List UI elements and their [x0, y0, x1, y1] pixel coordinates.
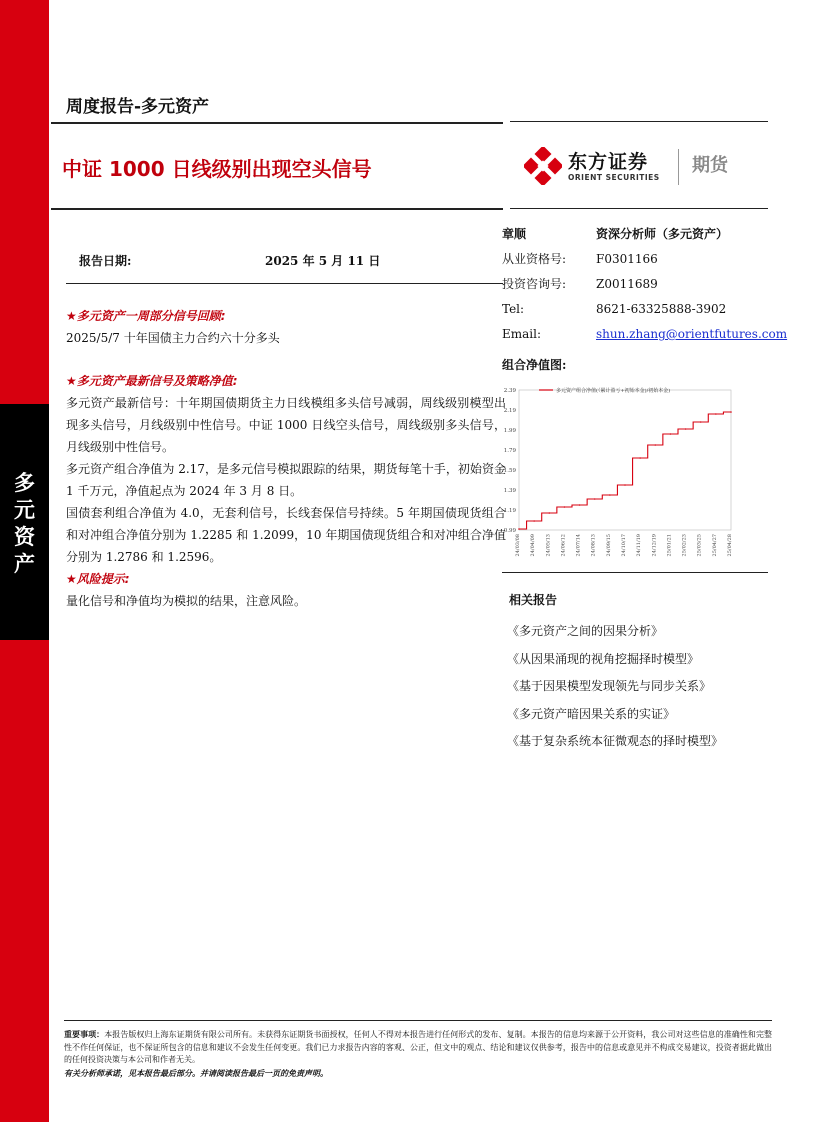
title-rule-right	[510, 208, 768, 209]
analyst-invest-row: 投资咨询号: Z0011689	[502, 272, 782, 297]
latest-signal-p2: 多元资产组合净值为 2.17，是多元信号模拟跟踪的结果，期货每笔十手，初始资金 1 千万元，净值起点为 2024 年 3 月 8 日。	[66, 462, 506, 498]
related-report-link[interactable]: 《基于复杂系统本征微观态的择时模型》	[507, 734, 724, 748]
x-tick-label: 25/04/27	[711, 534, 718, 557]
related-report-link[interactable]: 《多元资产之间的因果分析》	[507, 624, 664, 638]
footer-rule	[64, 1020, 772, 1021]
plot-frame	[519, 390, 731, 530]
nav-data-point	[624, 484, 626, 486]
logo-mark-icon	[524, 147, 562, 185]
related-report-link[interactable]: 《基于因果模型发现领先与同步关系》	[507, 679, 712, 693]
y-tick-label: 1.39	[503, 488, 516, 494]
related-report-link[interactable]: 《从因果涌现的视角挖掘择时模型》	[507, 651, 700, 666]
y-tick-label: 1.79	[503, 448, 516, 454]
disclaimer-text: 本报告版权归上海东证期货有限公司所有。未获得东证期货书面授权，任何人不得对本报告进行任何形式的发布、复制。本报告的信息均来源于公开资料，我公司对这些信息的准确性和完整性不作任何保证，也不保证所包含的信息和建议不会发生任何变更。我们已力求报告内容的客观、公正，但文中的观点、结论和建议仅供参考，报告中的信息或意见并不构成交易建议，投资者据此做出的任何投资决策与本公司和作者无关。	[64, 1030, 772, 1064]
nav-data-point	[639, 457, 641, 459]
x-tick-label: 25/02/23	[681, 534, 688, 557]
nav-data-point	[670, 433, 672, 435]
nav-data-point	[609, 494, 611, 496]
risk-text: 量化信号和净值均为模拟的结果，注意风险。	[66, 594, 307, 608]
weekly-signal-heading: ★多元资产一周部分信号回顾:	[66, 309, 226, 323]
weekly-signal-section	[66, 305, 506, 349]
x-tick-label: 25/04/28	[727, 534, 733, 557]
logo-name-en: ORIENT SECURITIES	[568, 173, 660, 182]
report-date-value: 2025 年 5 月 11 日	[265, 254, 381, 268]
disclaimer	[64, 1028, 772, 1079]
analyst-email-link[interactable]: shun.zhang@orientfutures.com	[596, 327, 788, 341]
logo-futures-label: 期货	[692, 155, 728, 176]
risk-heading: ★风险提示:	[66, 572, 130, 586]
nav-data-point	[700, 421, 702, 423]
logo-divider	[678, 149, 679, 185]
nav-data-point	[548, 512, 550, 514]
page-title: 中证 1000 日线级别出现空头信号	[62, 157, 372, 181]
x-tick-label: 24/05/13	[545, 534, 552, 557]
y-tick-label: 1.19	[503, 508, 516, 514]
y-tick-label: 0.99	[503, 528, 516, 534]
nav-data-point	[579, 504, 581, 506]
analyst-info	[502, 222, 788, 347]
chart-rule	[502, 572, 768, 573]
y-tick-label: 2.19	[503, 408, 516, 414]
nav-series-line	[519, 412, 731, 529]
nav-data-point	[533, 520, 535, 522]
sidebar-red-bottom	[0, 640, 49, 1122]
nav-data-point	[715, 413, 717, 415]
header-rule-right	[510, 121, 768, 122]
y-tick-label: 1.59	[503, 468, 516, 474]
analyst-name: 章顺	[502, 227, 527, 241]
analyst-qual-row: 从业资格号: F0301166	[502, 247, 782, 272]
nav-data-point	[730, 411, 732, 413]
latest-signal-p3: 国债套利组合净值为 4.0，无套利信号，长线套保信号持续。5 年期国债现货组合和对冲组合净值分别为 1.2285 和 1.2099，10 年期国债现货组合和对冲组合净值分别为 1.2786 和 1.2596。	[66, 506, 506, 564]
weekly-signal-text: 2025/5/7 十年国债主力合约六十分多头	[66, 331, 280, 345]
x-tick-label: 24/03/08	[515, 534, 521, 557]
nav-data-point	[685, 428, 687, 430]
latest-signal-heading: ★多元资产最新信号及策略净值:	[66, 374, 238, 388]
report-date-label: 报告日期:	[79, 254, 132, 268]
analyst-invest-number: Z0011689	[596, 277, 658, 291]
report-date	[79, 252, 381, 269]
chart-heading: 组合净值图:	[502, 358, 567, 372]
related-report-link[interactable]: 《多元资产暗因果关系的实证》	[507, 706, 676, 721]
y-tick-label: 2.39	[503, 388, 516, 394]
related-reports-heading: 相关报告	[509, 593, 558, 607]
x-tick-label: 24/04/09	[530, 534, 537, 557]
legend-label: 多元资产组合净值(（累计盈亏+初始本金)/初始本金)	[556, 388, 671, 394]
x-tick-label: 24/09/15	[605, 534, 612, 557]
x-tick-label: 24/08/13	[590, 534, 597, 557]
nav-chart-svg	[501, 378, 751, 574]
latest-signal-section	[66, 370, 506, 612]
header-rule-left	[51, 122, 503, 124]
x-tick-label: 25/03/25	[696, 534, 703, 557]
nav-data-point	[518, 528, 520, 530]
disclaimer-final: 有关分析师承诺，见本报告最后部分。并请阅读报告最后一页的免责声明。	[64, 1067, 328, 1078]
x-tick-label: 24/12/19	[651, 534, 658, 557]
analyst-title: 资深分析师（多元资产）	[596, 227, 729, 241]
x-tick-label: 24/06/12	[560, 534, 567, 557]
nav-data-point	[564, 506, 566, 508]
title-rule-left	[51, 208, 503, 210]
analyst-qual-number: F0301166	[596, 252, 658, 266]
analyst-tel-row: Tel: 8621-63325888-3902	[502, 297, 782, 322]
report-kicker: 周度报告-多元资产	[66, 97, 210, 117]
nav-data-point	[654, 444, 656, 446]
latest-signal-p1: 多元资产最新信号：十年期国债期货主力日线模组多头信号减弱，周线级别模型出现多头信号，月线级别中性信号。中证 1000 日线空头信号，周线级别多头信号，月线级别中性信号。	[66, 396, 506, 454]
x-tick-label: 24/11/19	[636, 534, 643, 557]
analyst-email-row: Email: shun.zhang@orientfutures.com	[502, 322, 782, 347]
nav-data-point	[594, 498, 596, 500]
analyst-name-row	[502, 222, 782, 247]
company-logo	[524, 147, 764, 187]
related-reports-list	[507, 618, 723, 756]
date-rule	[66, 283, 503, 284]
disclaimer-label: 重要事项：	[64, 1029, 105, 1039]
analyst-tel: 8621-63325888-3902	[596, 302, 727, 316]
sidebar-category-label: 多 元 资 产	[14, 471, 35, 576]
y-tick-label: 1.99	[503, 428, 516, 434]
x-tick-label: 24/10/17	[621, 534, 627, 557]
x-tick-label: 25/01/21	[666, 534, 673, 557]
nav-chart	[501, 378, 751, 574]
logo-name-cn: 东方证券	[568, 151, 649, 173]
x-tick-label: 24/07/14	[575, 534, 582, 557]
sidebar-red-top	[0, 0, 49, 404]
